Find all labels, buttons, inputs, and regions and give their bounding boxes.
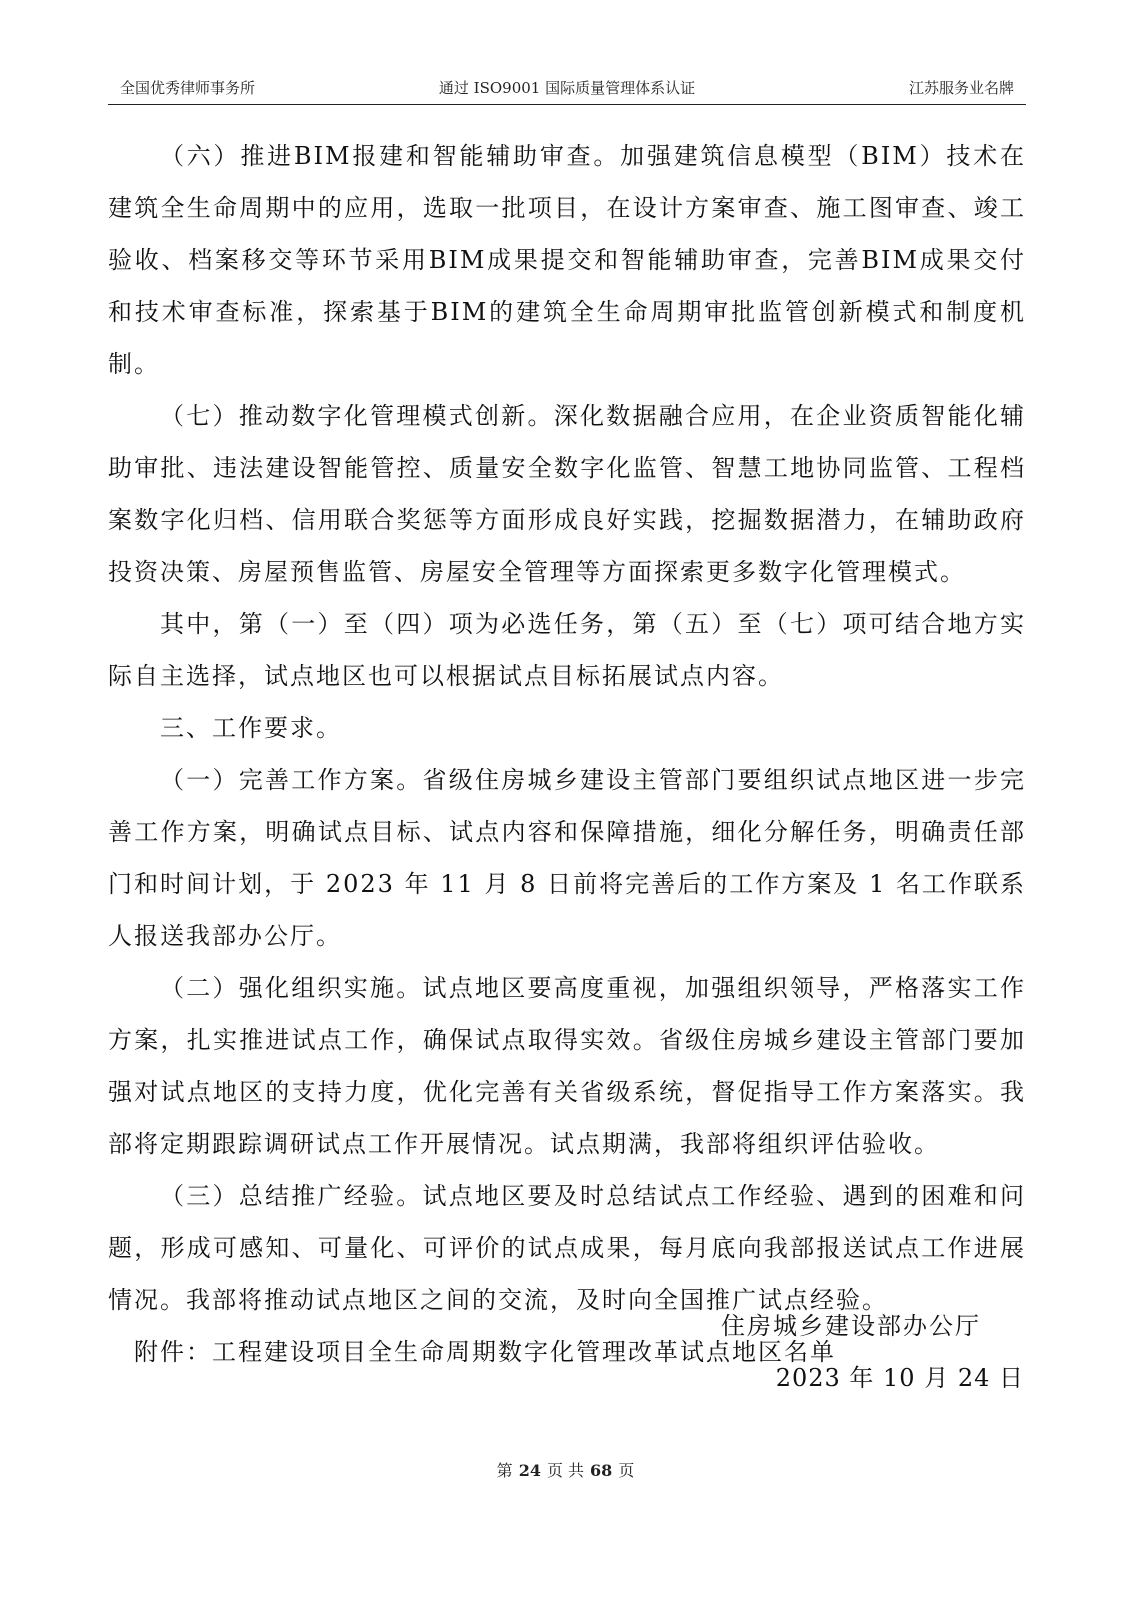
page-footer <box>0 1458 1131 1481</box>
requirement-2: （二）强化组织实施。试点地区要高度重视，加强组织领导，严格落实工作方案，扎实推进试点工作，确保试点取得实效。省级住房城乡建设主管部门要加强对试点地区的支持力度，优化完善有关省级系统，督促指导工作方案落实。我部将定期跟踪调研试点工作开展情况。试点期满，我部将组织评估验收。 <box>108 974 1026 1158</box>
paragraph-7: （七）推动数字化管理模式创新。深化数据融合应用，在企业资质智能化辅助审批、违法建设智能管控、质量安全数字化监管、智慧工地协同监管、工程档案数字化归档、信用联合奖惩等方面形成良好实践，挖掘数据潜力，在辅助政府投资决策、房屋预售监管、房屋安全管理等方面探索更多数字化管理模式。 <box>108 402 1026 586</box>
footer-suffix: 页 <box>618 1461 635 1480</box>
signature-org: 住房城乡建设部办公厅 <box>721 1312 981 1340</box>
footer-prefix: 第 <box>496 1461 513 1480</box>
paragraph-note: 其中，第（一）至（四）项为必选任务，第（五）至（七）项可结合地方实际自主选择，试点地区也可以根据试点目标拓展试点内容。 <box>108 610 1026 690</box>
header-center-text: 通过 ISO9001 国际质量管理体系认证 <box>438 79 696 97</box>
header-left-text: 全国优秀律师事务所 <box>120 79 256 97</box>
section-heading-requirements: 三、工作要求。 <box>160 714 342 742</box>
paragraph-6: （六）推进BIM报建和智能辅助审查。加强建筑信息模型（BIM）技术在建筑全生命周期中的应用，选取一批项目，在设计方案审查、施工图审查、竣工验收、档案移交等环节采用BIM成果提交和智能辅助审查，完善BIM成果交付和技术审查标准，探索基于BIM的建筑全生命周期审批监管创新模式和制度机制。 <box>108 142 1026 378</box>
signature-date: 2023 年 10 月 24 日 <box>775 1364 1024 1392</box>
attachment-line: 附件：工程建设项目全生命周期数字化管理改革试点地区名单 <box>134 1338 836 1366</box>
page-header <box>108 76 1026 105</box>
requirement-1: （一）完善工作方案。省级住房城乡建设主管部门要组织试点地区进一步完善工作方案，明确试点目标、试点内容和保障措施，细化分解任务，明确责任部门和时间计划，于 2023 年 11 月 8 日前将完善后的工作方案及 1 名工作联系人报送我部办公厅。 <box>108 766 1026 950</box>
requirement-3: （三）总结推广经验。试点地区要及时总结试点工作经验、遇到的困难和问题，形成可感知、可量化、可评价的试点成果，每月底向我部报送试点工作进展情况。我部将推动试点地区之间的交流，及时向全国推广试点经验。 <box>108 1182 1026 1314</box>
header-right-text: 江苏服务业名牌 <box>908 79 1014 97</box>
footer-page-number: 24 <box>518 1461 541 1480</box>
footer-total-pages: 68 <box>590 1461 613 1480</box>
footer-middle: 页 共 <box>546 1461 585 1480</box>
document-body <box>108 130 1026 1378</box>
